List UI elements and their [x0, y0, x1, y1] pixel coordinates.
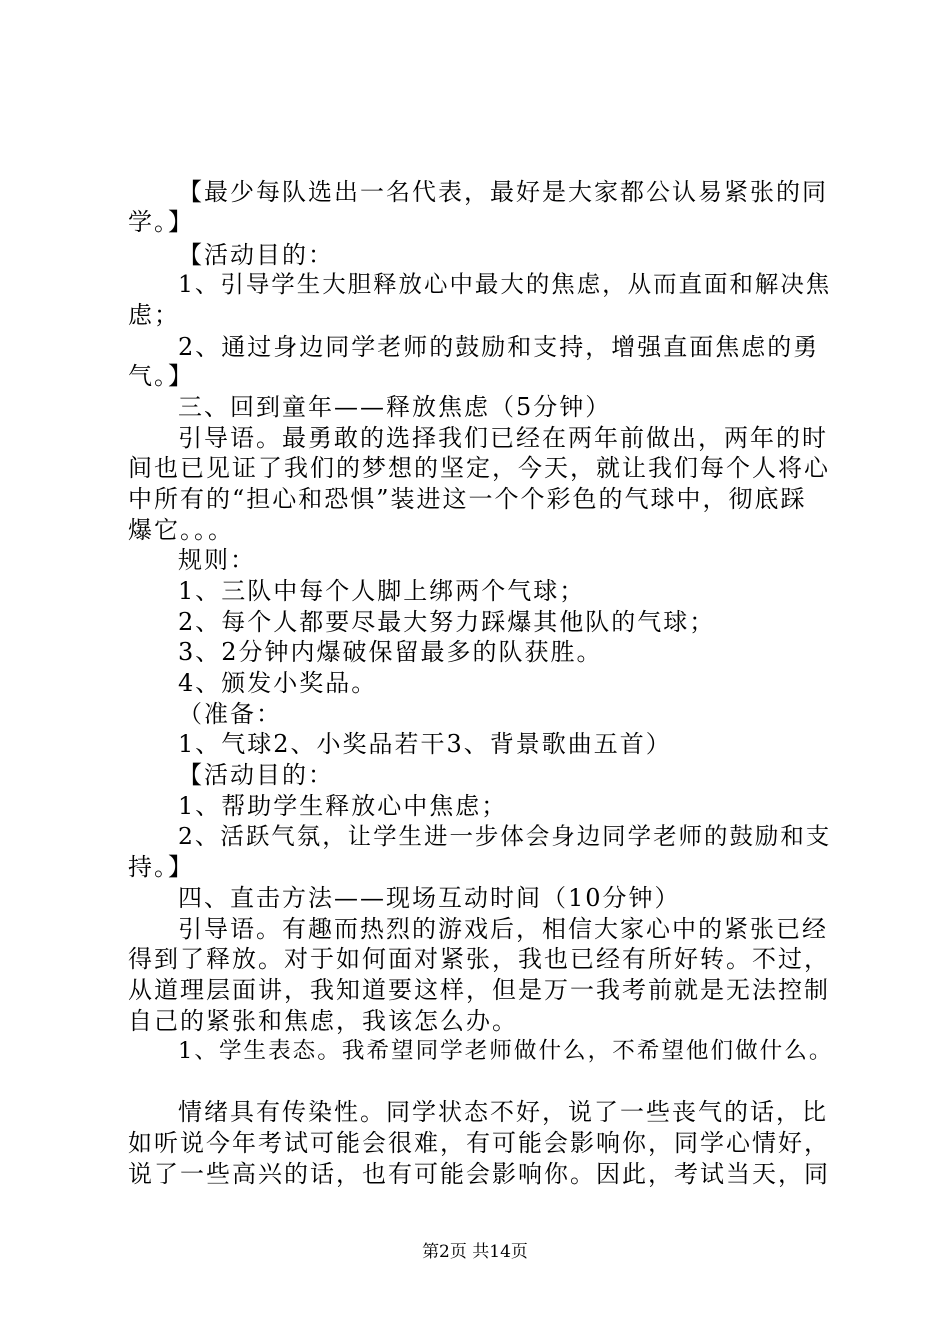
text-line: 2、活跃气氛，让学生进一步体会身边同学老师的鼓励和支	[178, 822, 832, 850]
text-line: 得到了释放。对于如何面对紧张，我也已经有所好转。不过，	[128, 945, 830, 973]
text-line: 爆它。。。	[128, 516, 234, 544]
text-line: 2、每个人都要尽最大努力踩爆其他队的气球；	[178, 608, 716, 636]
text-line: 1、帮助学生释放心中焦虑；	[178, 792, 508, 820]
text-line: 【活动目的：	[178, 241, 334, 269]
text-line: 四、直击方法——现场互动时间（10分钟）	[178, 884, 681, 912]
text-line: 1、学生表态。我希望同学老师做什么，不希望他们做什么。	[178, 1038, 834, 1064]
text-line: 情绪具有传染性。同学状态不好，说了一些丧气的话，比	[178, 1098, 828, 1126]
text-line: （准备：	[178, 700, 282, 728]
text-line: 说了一些高兴的话，也有可能会影响你。因此，考试当天，同	[128, 1160, 830, 1188]
text-line: 引导语。最勇敢的选择我们已经在两年前做出，两年的时	[178, 424, 828, 452]
text-line: 【最少每队选出一名代表，最好是大家都公认易紧张的同	[178, 178, 828, 206]
text-line: 1、引导学生大胆释放心中最大的焦虑，从而直面和解决焦	[178, 270, 832, 298]
text-line: 1、三队中每个人脚上绑两个气球；	[178, 577, 586, 605]
text-line: 【活动目的：	[178, 761, 334, 789]
text-line: 虑；	[128, 301, 180, 329]
text-line: 自己的紧张和焦虑，我该怎么办。	[128, 1007, 518, 1035]
page-footer: 第2页 共14页	[422, 1242, 528, 1262]
text-line: 从道理层面讲，我知道要这样，但是万一我考前就是无法控制	[128, 976, 830, 1004]
text-line: 间也已见证了我们的梦想的坚定，今天，就让我们每个人将心	[128, 454, 830, 482]
text-line: 引导语。有趣而热烈的游戏后，相信大家心中的紧张已经	[178, 915, 828, 943]
text-line: 中所有的“担心和恐惧”装进这一个个彩色的气球中，彻底踩	[128, 485, 807, 513]
text-line: 学。】	[128, 208, 194, 236]
text-line: 1、气球2、小奖品若干3、背景歌曲五首）	[178, 730, 672, 758]
text-line: 规则：	[178, 546, 256, 574]
text-line: 2、通过身边同学老师的鼓励和支持，增强直面焦虑的勇	[178, 333, 820, 361]
text-line: 三、回到童年——释放焦虑（5分钟）	[178, 393, 612, 421]
text-line: 4、颁发小奖品。	[178, 669, 378, 697]
text-line: 3、2分钟内爆破保留最多的队获胜。	[178, 638, 603, 666]
text-line: 气。】	[128, 362, 194, 390]
text-line: 持。】	[128, 853, 194, 881]
text-line: 如听说今年考试可能会很难，有可能会影响你，同学心情好，	[128, 1129, 830, 1157]
